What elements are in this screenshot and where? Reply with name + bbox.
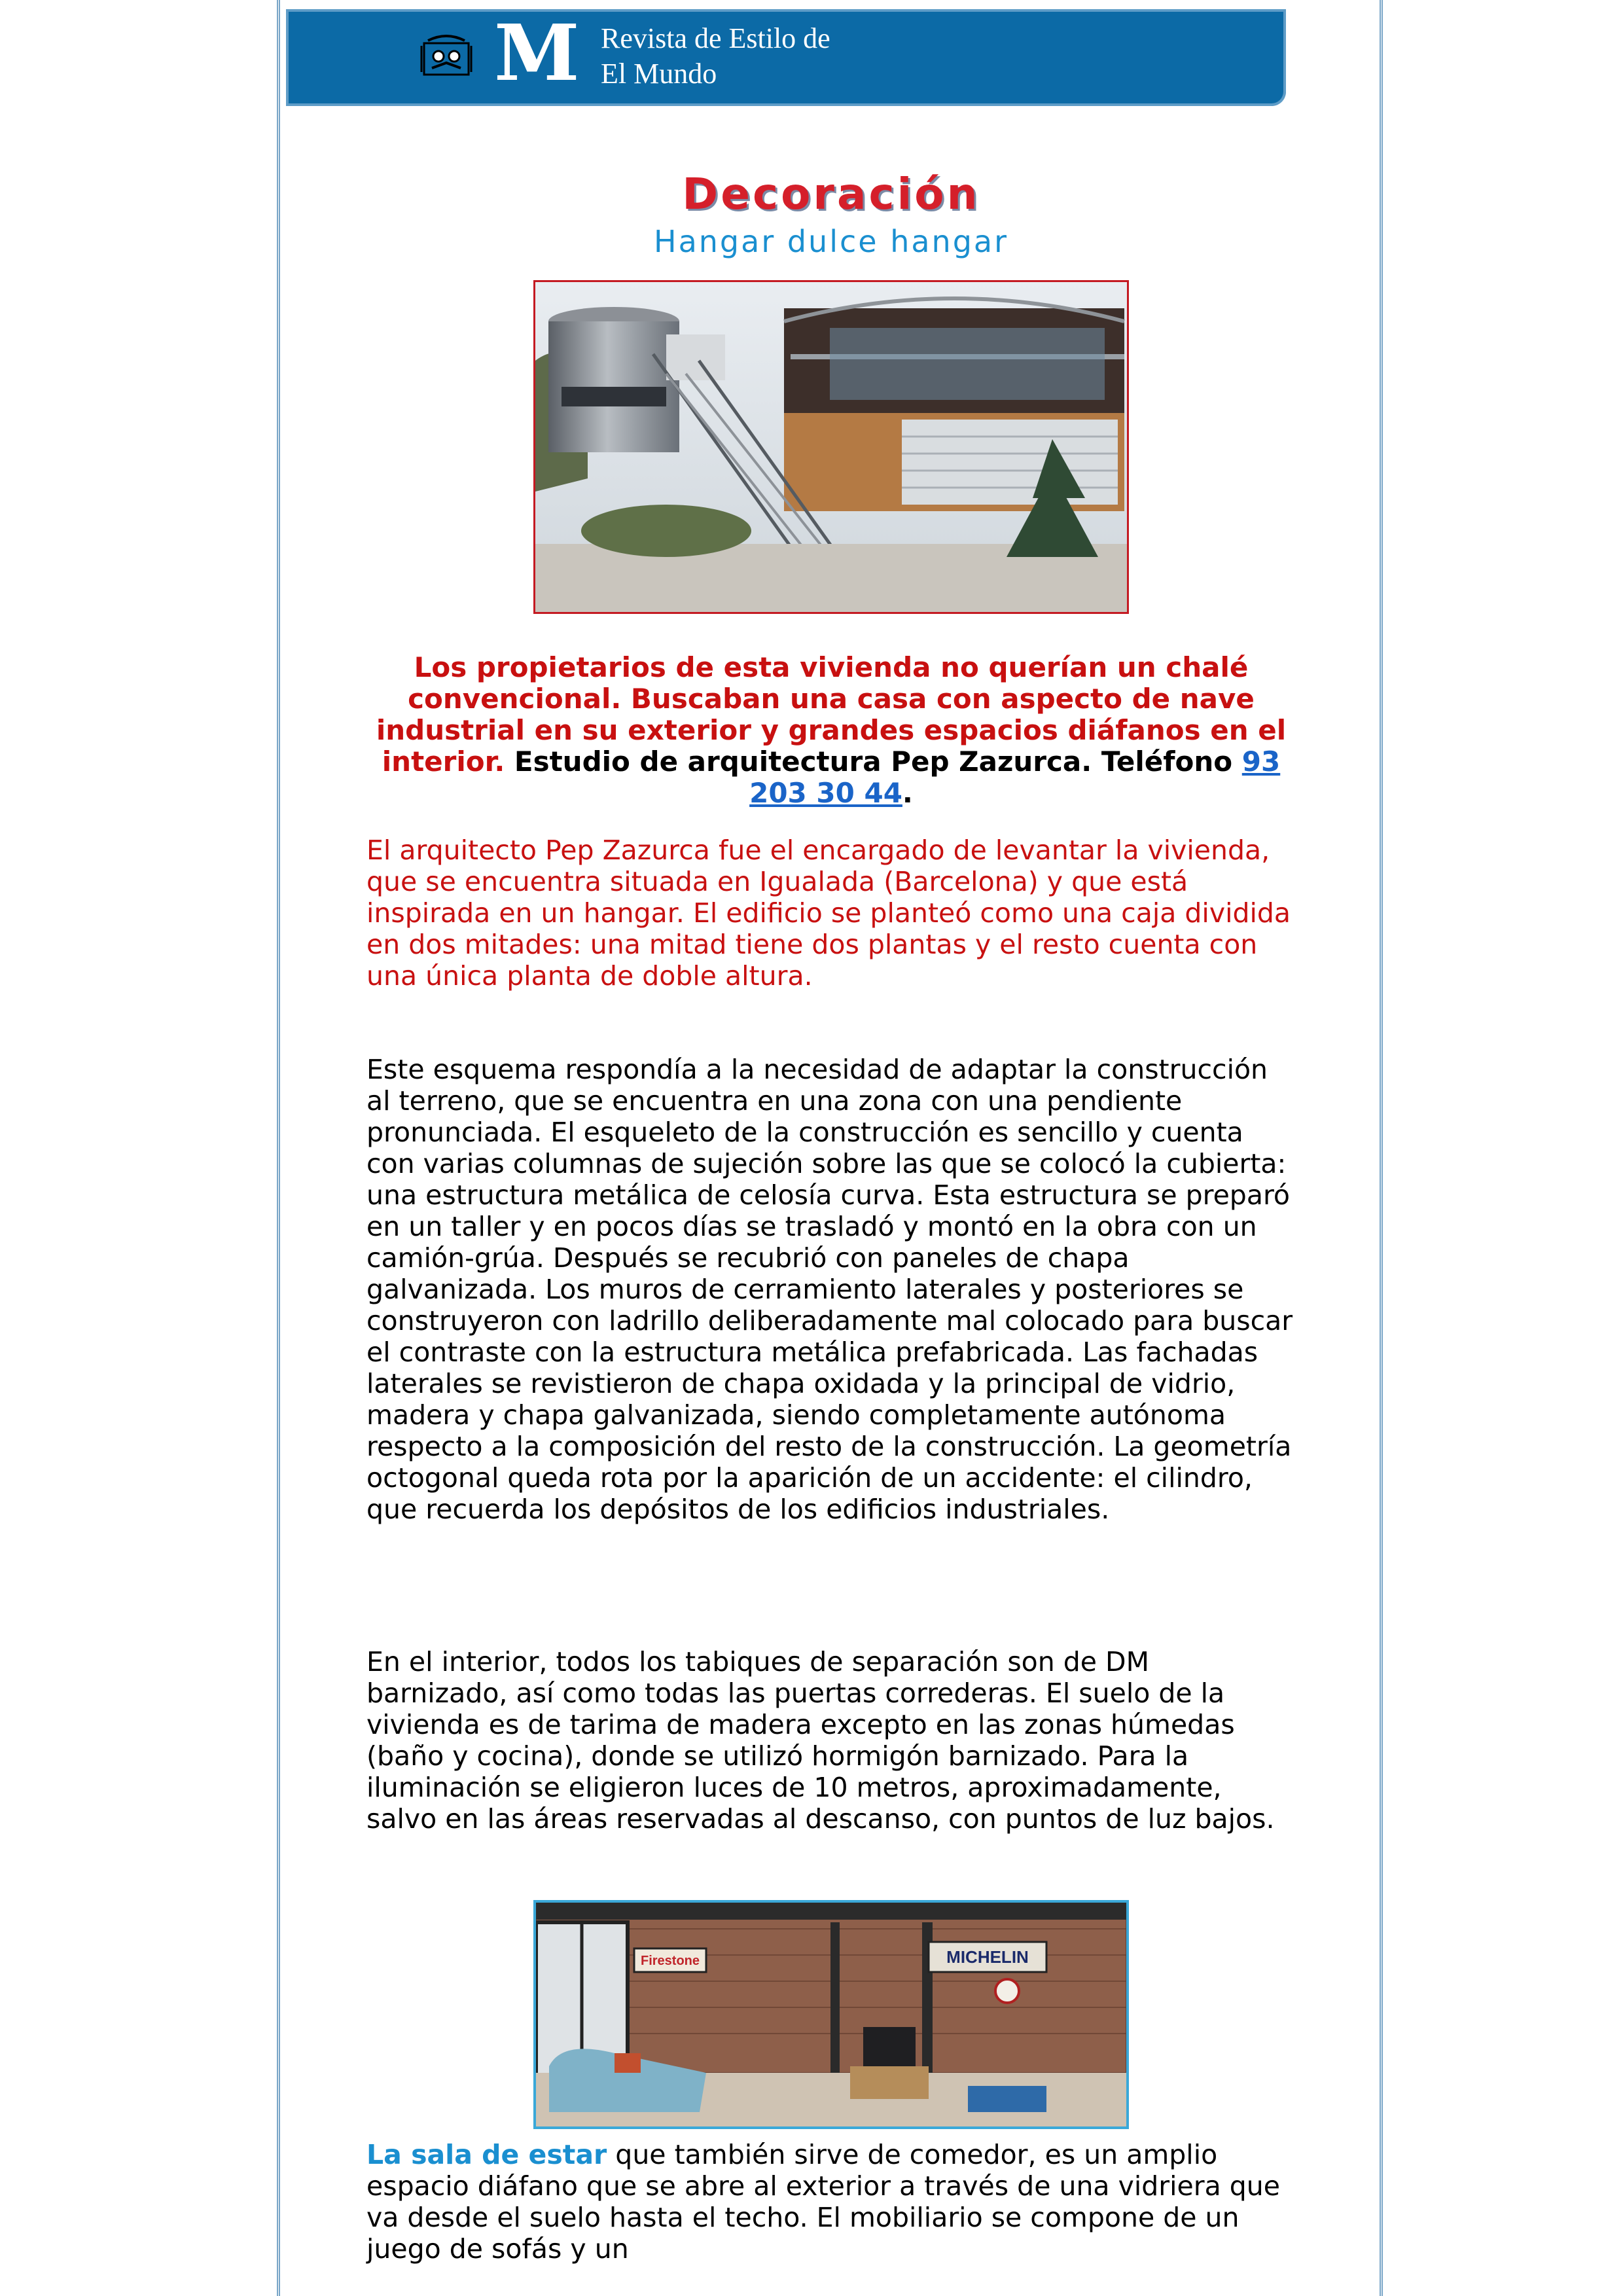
firestone-sign: Firestone [640, 1954, 700, 1968]
section-title: Decoración [682, 169, 980, 219]
phone-link[interactable]: 93 203 30 44 [749, 745, 1281, 809]
michelin-sign: MICHELIN [946, 1947, 1029, 1967]
house-exterior-photo [533, 280, 1129, 614]
magazine-name[interactable]: Revista de Estilo de El Mundo [601, 22, 830, 90]
magazine-logo-letter[interactable]: M [494, 7, 580, 98]
paragraph-1: El arquitecto Pep Zazurca fue el encargado de levantar la vivienda, que se encuentra situada en Igualada (Barcelona) y que está inspirada en un hangar. El edificio se planteó como una caja dividida en dos mitades: una mitad tiene dos plantas y el resto cuenta con una única planta de doble altura. [366, 834, 1291, 992]
living-room-caption [366, 2139, 1296, 2265]
intro-highlight: Los propietarios de esta vivienda no querían un chalé convencional. Buscaban una casa con aspecto de nave industrial en su exterior y grandes espacios diáfanos en el interior. [376, 651, 1287, 778]
article-title: Hangar dulce hangar [654, 224, 1008, 259]
caption-text: que también sirve de comedor, es un amplio espacio diáfano que se abre al exterior a través de una vidriera que va desde el suelo hasta el techo. El mobiliario se compone de un juego de sofás y un [366, 2139, 1280, 2265]
paragraph-2: Este esquema respondía a la necesidad de adaptar la construcción al terreno, que se encuentra en una zona con una pendiente pronunciada. El esqueleto de la construcción es sencillo y cuenta con varias columnas de sujeción sobre las que se colocó la cubierta: una estructura metálica de celosía curva. Esta estructura se preparó en un taller y en pocos días se trasladó y montó en la obra con un camión-grúa. Después se recubrió con paneles de chapa galvanizada. Los muros de cerramiento laterales y posteriores se construyeron con ladrillo deliberadamente mal colocado para buscar el contraste con la estructura metálica prefabricada. Las fachadas laterales se revistieron de chapa oxidada y la principal de vidrio, madera y chapa galvanizada, siendo completamente autónoma respecto a la composición del resto de la construcción. La geometría octogonal queda rota por la aparición de un accidente: el cilindro, que recuerda los depósitos de los edificios industriales. [366, 1054, 1293, 1525]
paragraph-3: En el interior, todos los tabiques de separación son de DM barnizado, así como todas las puertas correderas. El suelo de la vivienda es de tarima de madera excepto en las zonas húmedas (baño y cocina), donde se utilizó hormigón barnizado. Para la iluminación se eligieron luces de 10 metros, aproximadamente, salvo en las áreas reservadas al descanso, con puntos de luz bajos. [366, 1646, 1275, 1835]
article-intro [366, 652, 1296, 809]
magazine-emblem-icon [419, 34, 474, 80]
caption-lead: La sala de estar [366, 2139, 607, 2170]
living-room-photo [533, 1900, 1129, 2129]
intro-credit: Estudio de arquitectura Pep Zazurca. Teléfono [505, 745, 1242, 778]
intro-end: . [902, 777, 913, 809]
